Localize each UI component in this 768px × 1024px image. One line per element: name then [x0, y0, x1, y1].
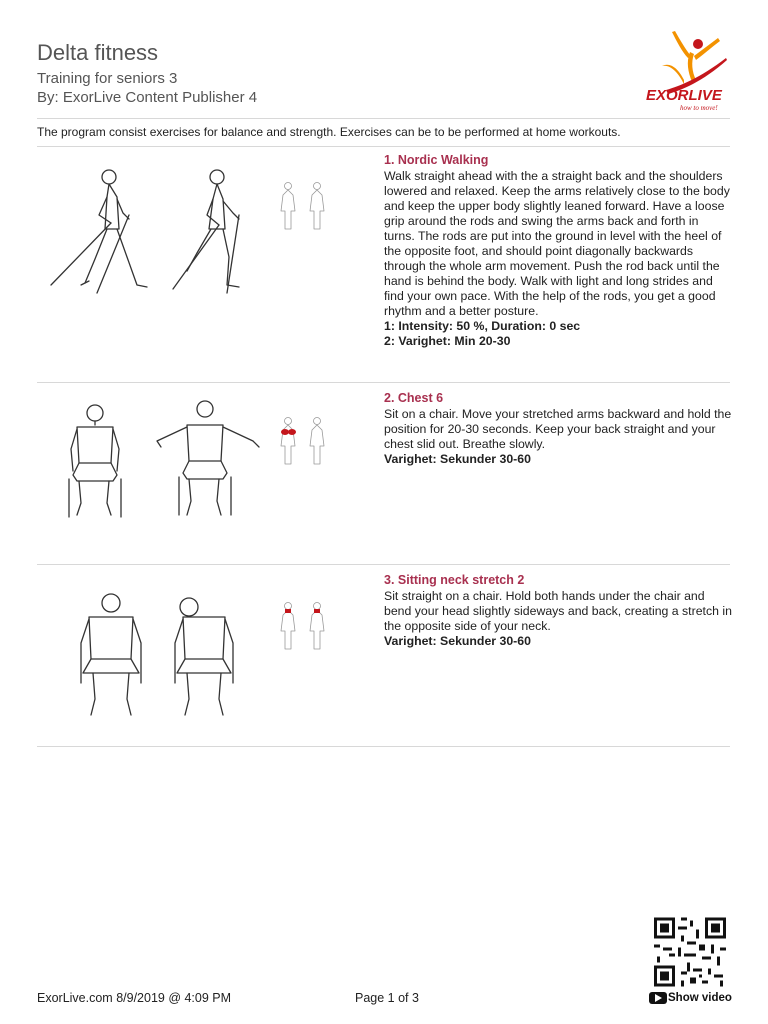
exercise-divider: [37, 564, 730, 565]
exercise-description: Sit on a chair. Move your stretched arms backward and hold the position for 20-30 seconds. Keep your back straight and your chest slid out. Breathe slowly.: [384, 407, 732, 451]
exercise-duration: 2: Varighet: Min 20-30: [384, 334, 511, 348]
show-video-label: Show video: [668, 992, 732, 1004]
exercise-title: 3. Sitting neck stretch 2: [384, 573, 525, 587]
neck-highlight: [285, 609, 291, 613]
exercise-description: Walk straight ahead with the a straight back and the shoulders lowered and relaxed. Keep the arms relatively close to the body and keep the upper body slightly leaned forward. Have a loose grip around the rods and swing the arms back and forth in turns. The rods are put into the ground in level with the heel of the opposite foot, and should point diagonally backwards through the whole arm movement. Push the rod back until the hand is behind the body. Walk with light and long strides and find your own pace. With the help of the rods, you get a good rhythm and a better posture.: [384, 169, 730, 318]
exercise-item: [37, 573, 730, 738]
exercise-duration: Varighet: Sekunder 30-60: [384, 634, 531, 648]
exercise-item: [37, 391, 730, 551]
exercise-divider: [37, 382, 730, 383]
author-byline: By: ExorLive Content Publisher 4: [37, 89, 258, 106]
description-divider: [37, 146, 730, 147]
exercise-text: [384, 391, 732, 467]
runner-logo-icon: [662, 31, 727, 94]
program-description: The program consist exercises for balance and strength. Exercises can be to be performed at home workouts.: [37, 125, 621, 139]
footer-page-number: Page 1 of 3: [355, 991, 419, 1005]
exercise-title: 1. Nordic Walking: [384, 153, 489, 167]
qr-code-icon: [651, 914, 729, 990]
header-divider: [37, 118, 730, 119]
show-video-link[interactable]: [649, 992, 732, 1004]
logo-wordmark: EXORLIVE: [646, 87, 722, 104]
chest-highlight: [281, 429, 289, 435]
program-title: Delta fitness: [37, 40, 159, 65]
footer-site-date: ExorLive.com 8/9/2019 @ 4:09 PM: [37, 991, 232, 1005]
logo-tagline: how to move!: [680, 104, 718, 112]
exercise-text: [384, 153, 732, 349]
exercise-text: [384, 573, 732, 649]
nordic-walking-illustration: [37, 153, 367, 303]
neck-stretch-illustration: [37, 573, 367, 723]
exercise-images: [37, 391, 367, 531]
exercise-intensity: 1: Intensity: 50 %, Duration: 0 sec: [384, 319, 581, 333]
exercise-duration: Varighet: Sekunder 30-60: [384, 452, 531, 466]
qr-code[interactable]: [651, 914, 729, 990]
document-header: [37, 40, 257, 107]
play-icon: [649, 992, 667, 1004]
exercise-item: [37, 153, 730, 378]
chest-stretch-illustration: [37, 391, 367, 531]
exercise-images: [37, 153, 367, 303]
program-subtitle: Training for seniors 3: [37, 70, 178, 87]
exercise-images: [37, 573, 367, 723]
exercise-description: Sit straight on a chair. Hold both hands under the chair and bend your head slightly sideways and back, creating a stretch in the opposite side of your neck.: [384, 589, 732, 633]
exercise-divider: [37, 746, 730, 747]
exercise-title: 2. Chest 6: [384, 391, 444, 405]
exorlive-logo: [640, 28, 732, 118]
